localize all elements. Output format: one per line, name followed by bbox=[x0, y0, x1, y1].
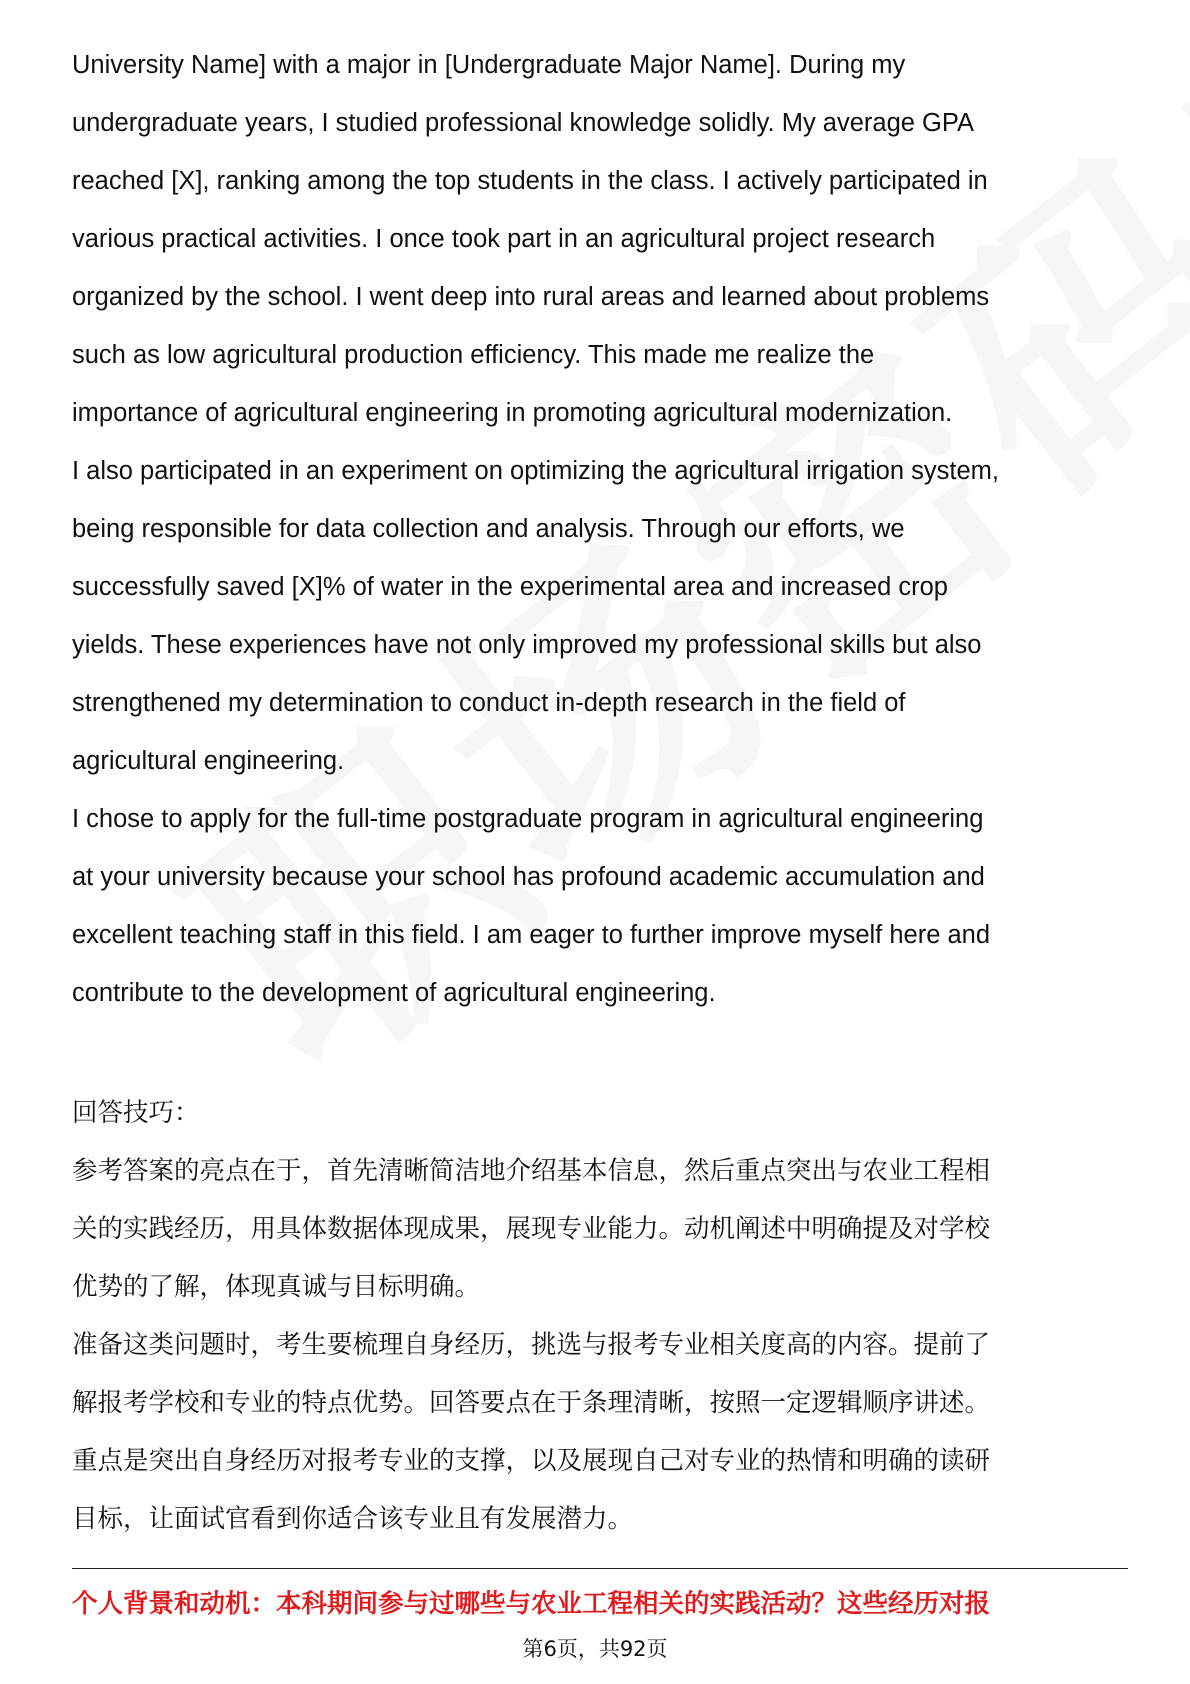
answer-paragraph-2 bbox=[72, 442, 1132, 790]
text-line: 关的实践经历，用具体数据体现成果，展现专业能力。动机阐述中明确提及对学校 bbox=[72, 1214, 991, 1244]
text-line: I chose to apply for the full-time postgraduate program in agricultural engineering bbox=[72, 805, 984, 833]
text-line: agricultural engineering. bbox=[72, 747, 345, 775]
answer-paragraph-3 bbox=[72, 790, 1132, 1022]
text-line: successfully saved [X]% of water in the experimental area and increased crop bbox=[72, 573, 948, 601]
text-line: 解报考学校和专业的特点优势。回答要点在于条理清晰，按照一定逻辑顺序讲述。 bbox=[72, 1388, 991, 1418]
next-question-title: 个人背景和动机：本科期间参与过哪些与农业工程相关的实践活动？这些经历对报 bbox=[72, 1589, 991, 1619]
answer-paragraph-1 bbox=[72, 36, 1132, 442]
tips-heading: 回答技巧： bbox=[72, 1098, 200, 1128]
text-line: at your university because your school has profound academic accumulation and bbox=[72, 863, 985, 891]
text-line: contribute to the development of agricultural engineering. bbox=[72, 979, 716, 1007]
text-line: undergraduate years, I studied professional knowledge solidly. My average GPA bbox=[72, 109, 974, 137]
text-line: reached [X], ranking among the top students in the class. I actively participated in bbox=[72, 167, 988, 195]
text-line: 准备这类问题时，考生要梳理自身经历，挑选与报考专业相关度高的内容。提前了 bbox=[72, 1330, 991, 1360]
text-line: organized by the school. I went deep into rural areas and learned about problems bbox=[72, 283, 990, 311]
text-line: University Name] with a major in [Undergraduate Major Name]. During my bbox=[72, 51, 906, 79]
tips-section bbox=[72, 1084, 1132, 1548]
page-number: 第6页，共92页 bbox=[522, 1637, 668, 1661]
text-line: 重点是突出自身经历对报考专业的支撑，以及展现自己对专业的热情和明确的读研 bbox=[72, 1446, 991, 1476]
text-line: excellent teaching staff in this field. I am eager to further improve myself here and bbox=[72, 921, 990, 949]
text-line: yields. These experiences have not only improved my professional skills but also bbox=[72, 631, 982, 659]
text-line: such as low agricultural production efficiency. This made me realize the bbox=[72, 341, 875, 369]
text-line: importance of agricultural engineering in promoting agricultural modernization. bbox=[72, 399, 953, 427]
text-line: 目标，让面试官看到你适合该专业且有发展潜力。 bbox=[72, 1504, 634, 1534]
text-line: I also participated in an experiment on optimizing the agricultural irrigation system, bbox=[72, 457, 999, 485]
text-line: being responsible for data collection and analysis. Through our efforts, we bbox=[72, 515, 905, 543]
text-line: various practical activities. I once took part in an agricultural project research bbox=[72, 225, 936, 253]
text-line: 参考答案的亮点在于，首先清晰简洁地介绍基本信息，然后重点突出与农业工程相 bbox=[72, 1156, 991, 1186]
divider bbox=[72, 1568, 1128, 1569]
text-line: strengthened my determination to conduct in-depth research in the field of bbox=[72, 689, 906, 717]
text-line: 优势的了解，体现真诚与目标明确。 bbox=[72, 1272, 481, 1302]
